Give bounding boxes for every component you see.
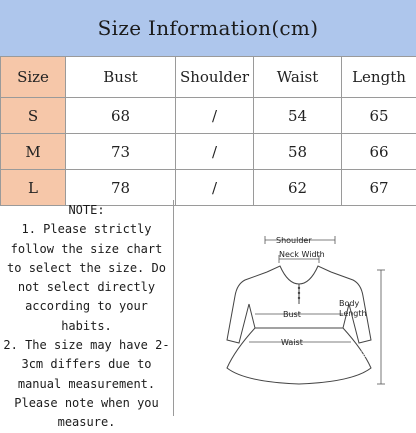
shoulder-label: Shoulder: [276, 236, 312, 245]
waist-cell: 58: [254, 134, 342, 170]
notes-line: habits.: [0, 317, 173, 336]
notes-line: according to your: [0, 297, 173, 316]
notes-line: measure.: [0, 413, 173, 432]
shoulder-cell: /: [176, 98, 254, 134]
waist-cell: 62: [254, 170, 342, 206]
page-title: Size Information(cm): [98, 16, 319, 40]
dress-outline: [227, 266, 371, 384]
title-banner: [0, 0, 416, 56]
dress-diagram-svg: [175, 200, 416, 416]
size-table: [0, 56, 416, 206]
length-cell: 66: [342, 134, 416, 170]
header-shoulder: Shoulder: [176, 57, 254, 98]
header-length: Length: [342, 57, 416, 98]
shoulder-cell: /: [176, 134, 254, 170]
notes-line: not select directly: [0, 278, 173, 297]
bust-cell: 73: [66, 134, 176, 170]
header-bust: Bust: [66, 57, 176, 98]
header-size: Size: [1, 57, 66, 98]
length-cell: 67: [342, 170, 416, 206]
body-length-label-2: Length: [339, 309, 367, 318]
waist-cell: 54: [254, 98, 342, 134]
notes-line: to select the size. Do: [0, 259, 173, 278]
neck-width-label: Neck Width: [279, 250, 325, 259]
bust-cell: 78: [66, 170, 176, 206]
notes-line: manual measurement.: [0, 375, 173, 394]
notes-line: 3cm differs due to: [0, 355, 173, 374]
buttons: [298, 287, 300, 299]
waist-label: Waist: [281, 338, 303, 347]
size-cell: M: [1, 134, 66, 170]
shoulder-cell: /: [176, 170, 254, 206]
size-cell: L: [1, 170, 66, 206]
bust-cell: 68: [66, 98, 176, 134]
notes-panel: [0, 200, 174, 416]
table-row: [1, 134, 416, 170]
bust-label: Bust: [283, 310, 301, 319]
notes-line: 1. Please strictly: [0, 220, 173, 239]
notes-line: Please note when you: [0, 394, 173, 413]
table-row: [1, 98, 416, 134]
notes-line: 2. The size may have 2-: [0, 336, 173, 355]
header-waist: Waist: [254, 57, 342, 98]
table-header-row: [1, 57, 416, 98]
size-cell: S: [1, 98, 66, 134]
store-watermark: Store No. 11003525: [282, 350, 372, 360]
length-cell: 65: [342, 98, 416, 134]
notes-line: follow the size chart: [0, 240, 173, 259]
body-length-label-1: Body: [339, 299, 359, 308]
measurement-diagram: [175, 200, 416, 416]
notes-heading: NOTE:: [0, 201, 173, 220]
